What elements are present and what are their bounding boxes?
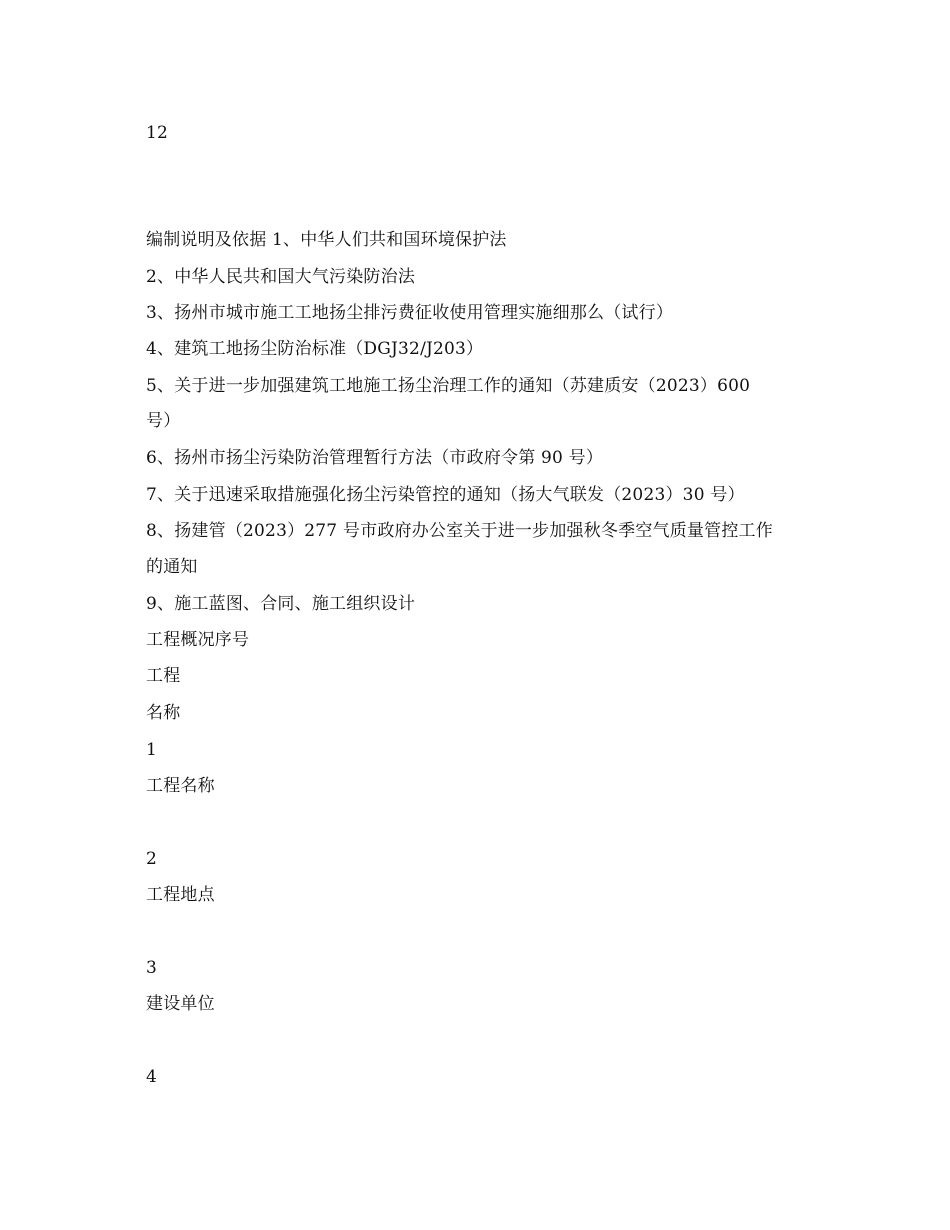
row-label: 工程地点 <box>146 885 215 905</box>
section-intro: 编制说明及依据 1、中华人们共和国环境保护法 <box>146 230 507 250</box>
table-header-cell: 工程 <box>146 666 181 686</box>
basis-item: 7、关于迅速采取措施强化扬尘污染管控的通知（扬大气联发（2023）30 号） <box>146 485 745 505</box>
basis-item: 8、扬建管（2023）277 号市政府办公室关于进一步加强秋冬季空气质量管控工作 <box>146 521 773 541</box>
row-number: 2 <box>146 849 158 869</box>
basis-item: 3、扬州市城市施工工地扬尘排污费征收使用管理实施细那么（试行） <box>146 303 674 323</box>
table-header-cell: 名称 <box>146 703 181 723</box>
basis-item: 4、建筑工地扬尘防治标准（DGJ32/J203） <box>146 339 484 359</box>
row-label: 工程名称 <box>146 776 215 796</box>
row-number: 3 <box>146 958 158 978</box>
row-number: 1 <box>146 740 158 760</box>
basis-item: 2、中华人民共和国大气污染防治法 <box>146 267 416 287</box>
basis-item: 6、扬州市扬尘污染防治管理暂行方法（市政府令第 90 号） <box>146 448 604 468</box>
basis-item: 的通知 <box>146 557 198 577</box>
row-number: 4 <box>146 1067 158 1087</box>
overview-heading: 工程概况序号 <box>146 630 250 650</box>
basis-item: 号） <box>146 411 181 431</box>
page-number: 12 <box>146 123 169 143</box>
row-label: 建设单位 <box>146 994 215 1014</box>
basis-item: 9、施工蓝图、合同、施工组织设计 <box>146 594 416 614</box>
basis-item: 5、关于进一步加强建筑工地施工扬尘治理工作的通知（苏建质安（2023）600 <box>146 376 751 396</box>
